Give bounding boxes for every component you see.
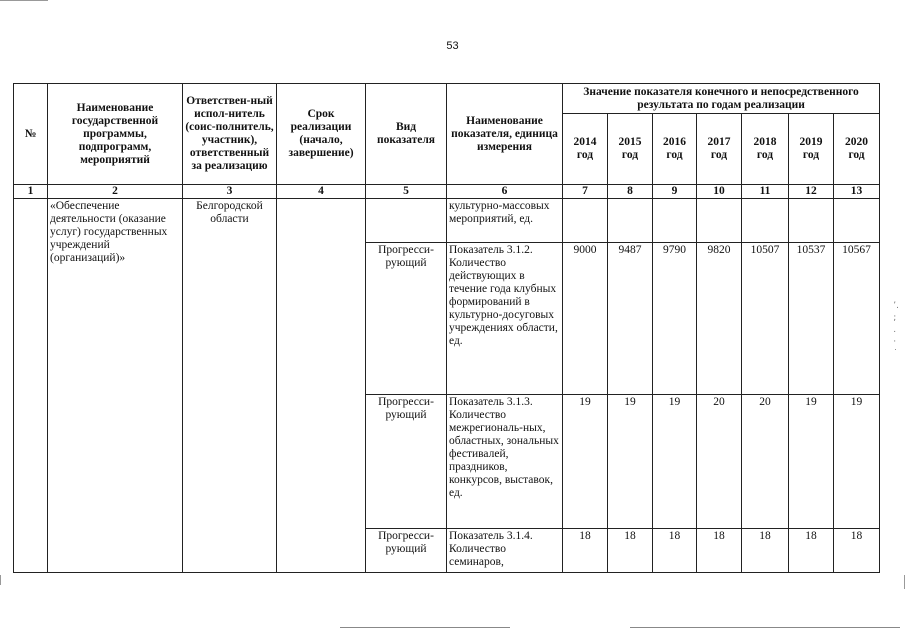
value-cell: 9000 bbox=[563, 243, 608, 395]
value-cell bbox=[789, 199, 834, 243]
header-number: № bbox=[14, 84, 48, 185]
column-number: 2 bbox=[48, 185, 183, 199]
value-cell: 18 bbox=[653, 529, 697, 573]
column-number: 3 bbox=[183, 185, 277, 199]
column-number: 11 bbox=[742, 185, 789, 199]
column-number: 12 bbox=[789, 185, 834, 199]
header-year: 2018 год bbox=[742, 114, 789, 185]
header-year: 2015 год bbox=[608, 114, 653, 185]
value-cell: 10507 bbox=[742, 243, 789, 395]
header-year: 2017 год bbox=[697, 114, 742, 185]
column-number: 4 bbox=[277, 185, 366, 199]
header-year: 2014 год bbox=[563, 114, 608, 185]
value-cell: 10537 bbox=[789, 243, 834, 395]
scan-marks: ʼ. ; . · ˙ bbox=[893, 301, 899, 359]
column-number: 13 bbox=[834, 185, 880, 199]
value-cell: 10567 bbox=[834, 243, 880, 395]
value-cell bbox=[742, 199, 789, 243]
header-year: 2016 год bbox=[653, 114, 697, 185]
value-cell: 19 bbox=[653, 395, 697, 529]
row-number-cell bbox=[14, 199, 48, 573]
indicator-type-cell: Прогресси-рующий bbox=[366, 243, 447, 395]
column-number: 10 bbox=[697, 185, 742, 199]
scan-line bbox=[340, 627, 510, 628]
column-number: 5 bbox=[366, 185, 447, 199]
header-values-group: Значение показателя конечного и непосредственного результата по годам реализации bbox=[563, 84, 880, 114]
column-number: 7 bbox=[563, 185, 608, 199]
program-name-cell: «Обеспечение деятельности (оказание услуг) государственных учреждений (организаций)» bbox=[48, 199, 183, 573]
value-cell: 19 bbox=[789, 395, 834, 529]
value-cell: 20 bbox=[742, 395, 789, 529]
value-cell: 9820 bbox=[697, 243, 742, 395]
indicator-table bbox=[13, 83, 880, 573]
scan-edge-left bbox=[0, 575, 1, 585]
value-cell: 19 bbox=[563, 395, 608, 529]
value-cell: 19 bbox=[834, 395, 880, 529]
value-cell: 18 bbox=[742, 529, 789, 573]
scan-line bbox=[630, 627, 900, 628]
header-executor: Ответствен-ный испол-нитель (соис-полнитель, участник), ответственный за реализацию bbox=[183, 84, 277, 185]
value-cell: 9487 bbox=[608, 243, 653, 395]
indicator-type-cell: Прогресси-рующий bbox=[366, 395, 447, 529]
indicator-type-cell bbox=[366, 199, 447, 243]
value-cell bbox=[653, 199, 697, 243]
header-indicator-type: Вид показателя bbox=[366, 84, 447, 185]
value-cell: 18 bbox=[834, 529, 880, 573]
column-number: 6 bbox=[447, 185, 563, 199]
indicator-name-cell: Показатель 3.1.4. Количество семинаров, bbox=[447, 529, 563, 573]
header-program-name: Наименование государственной программы, подпрограмм, мероприятий bbox=[48, 84, 183, 185]
value-cell bbox=[608, 199, 653, 243]
value-cell: 18 bbox=[563, 529, 608, 573]
header-indicator-name: Наименование показателя, единица измерения bbox=[447, 84, 563, 185]
value-cell bbox=[563, 199, 608, 243]
scan-edge-top bbox=[0, 0, 48, 1]
term-cell bbox=[277, 199, 366, 573]
value-cell: 19 bbox=[608, 395, 653, 529]
value-cell: 18 bbox=[697, 529, 742, 573]
value-cell: 18 bbox=[789, 529, 834, 573]
header-term: Срок реализации (начало, завершение) bbox=[277, 84, 366, 185]
header-year: 2020 год bbox=[834, 114, 880, 185]
page-number: 53 bbox=[446, 40, 459, 52]
header-year: 2019 год bbox=[789, 114, 834, 185]
column-number: 8 bbox=[608, 185, 653, 199]
indicator-name-cell: культурно-массовых мероприятий, ед. bbox=[447, 199, 563, 243]
indicator-name-cell: Показатель 3.1.2. Количество действующих в течение года клубных формирований в культурно-досуговых учреждениях области, ед. bbox=[447, 243, 563, 395]
column-number: 1 bbox=[14, 185, 48, 199]
column-number: 9 bbox=[653, 185, 697, 199]
value-cell: 18 bbox=[608, 529, 653, 573]
value-cell: 20 bbox=[697, 395, 742, 529]
value-cell bbox=[834, 199, 880, 243]
indicator-type-cell: Прогресси-рующий bbox=[366, 529, 447, 573]
value-cell bbox=[697, 199, 742, 243]
value-cell: 9790 bbox=[653, 243, 697, 395]
executor-cell: Белгородской области bbox=[183, 199, 277, 573]
indicator-name-cell: Показатель 3.1.3. Количество межрегиональ-ных, областных, зональных фестивалей, праздников, конкурсов, выставок, ед. bbox=[447, 395, 563, 529]
